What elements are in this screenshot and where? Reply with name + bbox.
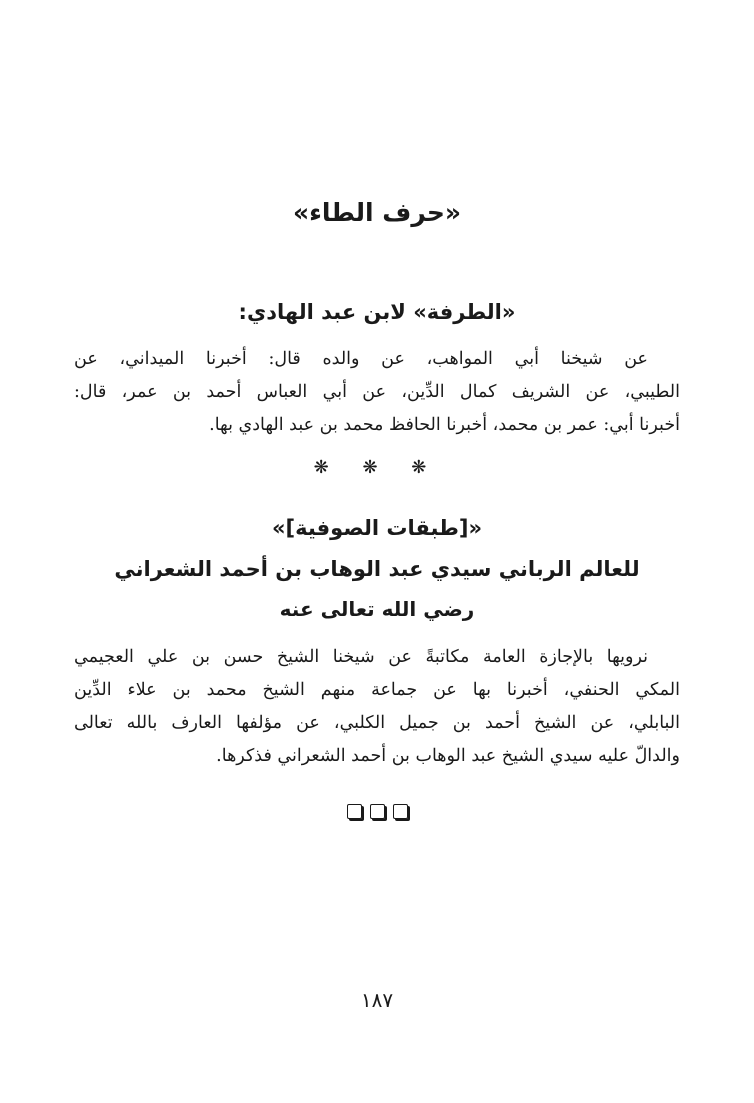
section-heading-tabaqat: «[طبقات الصوفية]»: [271, 516, 483, 540]
author-line: للعالم الرباني سيدي عبد الوهاب بن أحمد الشعراني: [114, 557, 640, 581]
page-number: ١٨٧: [360, 988, 394, 1012]
paragraph-line: عن شيخنا أبي المواهب، عن والده قال: أخبرنا الميداني، عن: [74, 349, 648, 369]
section-paragraph-tabaqat: [74, 641, 680, 773]
section-heading-tarfa: «الطرفة» لابن عبد الهادي:: [238, 300, 516, 324]
chapter-title: «حرف الطاء»: [292, 198, 462, 227]
paragraph-line: البابلي، عن الشيخ أحمد بن جميل الكلبي، عن مؤلفها العارف بالله تعالى: [74, 713, 680, 733]
blessing-line: رضي الله تعالى عنه: [279, 597, 475, 621]
square-ornament-icon: [370, 804, 385, 819]
paragraph-line: نرويها بالإجازة العامة مكاتبةً عن شيخنا الشيخ حسن بن علي العجيمي: [74, 647, 648, 667]
paragraph-line: الطيبي، عن الشريف كمال الدِّين، عن أبي العباس أحمد بن عمر، قال:: [74, 382, 680, 402]
end-ornament: [0, 804, 754, 819]
paragraph-line: والدالّ عليه سيدي الشيخ عبد الوهاب بن أحمد الشعراني فذكرها.: [216, 746, 680, 766]
section-paragraph-tarfa: [74, 343, 680, 442]
square-ornament-icon: [347, 804, 362, 819]
square-ornament-icon: [393, 804, 408, 819]
section-separator: ❋ ❋ ❋: [313, 457, 441, 478]
paragraph-line: المكي الحنفي، أخبرنا بها عن جماعة منهم الشيخ محمد بن علاء الدِّين: [74, 680, 680, 700]
paragraph-line: أخبرنا أبي: عمر بن محمد، أخبرنا الحافظ محمد بن عبد الهادي بها.: [209, 415, 680, 435]
